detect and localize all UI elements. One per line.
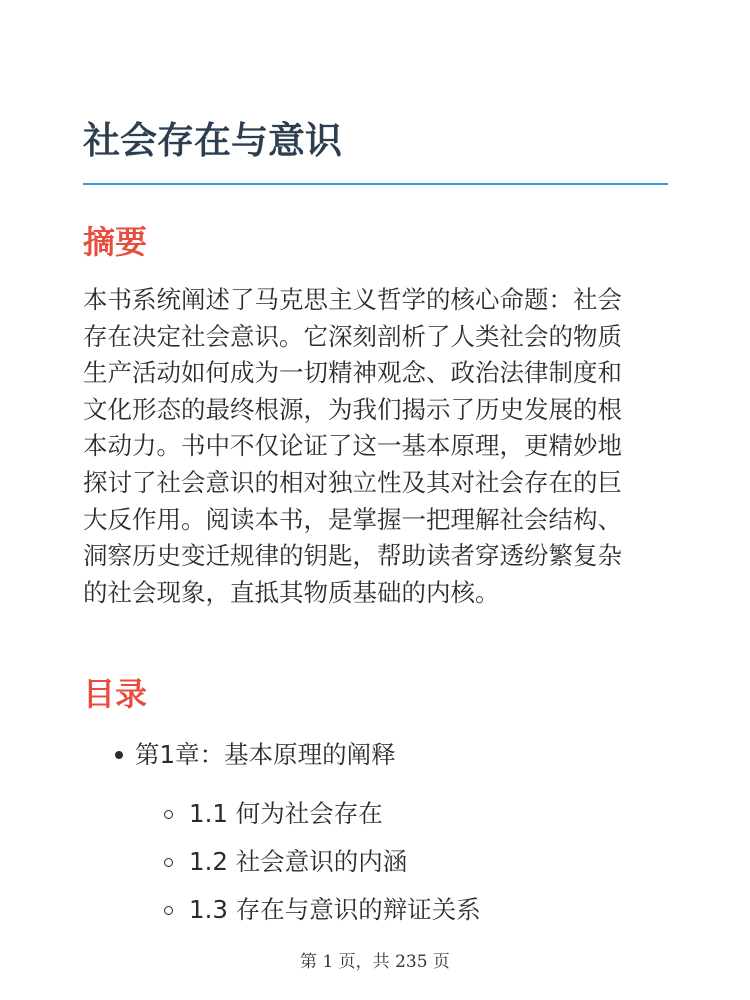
title-divider [83,183,668,185]
document-title: 社会存在与意识 [83,119,342,162]
abstract-line: 大反作用。阅读本书，是掌握一把理解社会结构、 [83,504,622,534]
toc-section-label: 1.2 社会意识的内涵 [189,847,408,876]
toc-heading: 目录 [83,675,148,713]
bullet-dot-icon [115,751,123,759]
hollow-circle-bullet-icon [164,906,173,915]
toc-chapter-item[interactable] [83,734,668,780]
abstract-paragraph [83,282,668,611]
abstract-line: 的社会现象，直抵其物质基础的内核。 [83,577,500,607]
page-number-footer: 第 1 页，共 235 页 [300,952,450,972]
toc-section-label: 1.3 存在与意识的辩证关系 [189,895,481,924]
abstract-heading: 摘要 [83,223,148,261]
abstract-line: 文化形态的最终根源，为我们揭示了历史发展的根 [83,394,622,424]
toc-section-item[interactable] [83,840,668,888]
abstract-line: 生产活动如何成为一切精神观念、政治法律制度和 [83,358,622,388]
toc-section-item[interactable] [83,792,668,840]
toc-section-item[interactable] [83,888,668,936]
hollow-circle-bullet-icon [164,810,173,819]
abstract-line: 探讨了社会意识的相对独立性及其对社会存在的巨 [83,467,622,497]
abstract-line: 洞察历史变迁规律的钥匙，帮助读者穿透纷繁复杂 [83,541,622,571]
abstract-line: 存在决定社会意识。它深刻剖析了人类社会的物质 [83,321,622,351]
abstract-line: 本动力。书中不仅论证了这一基本原理，更精妙地 [83,431,622,461]
toc-chapter-label: 第1章：基本原理的阐释 [135,740,396,769]
toc-section-label: 1.1 何为社会存在 [189,799,383,828]
abstract-line: 本书系统阐述了马克思主义哲学的核心命题：社会 [83,285,622,314]
hollow-circle-bullet-icon [164,858,173,867]
table-of-contents [83,734,668,936]
